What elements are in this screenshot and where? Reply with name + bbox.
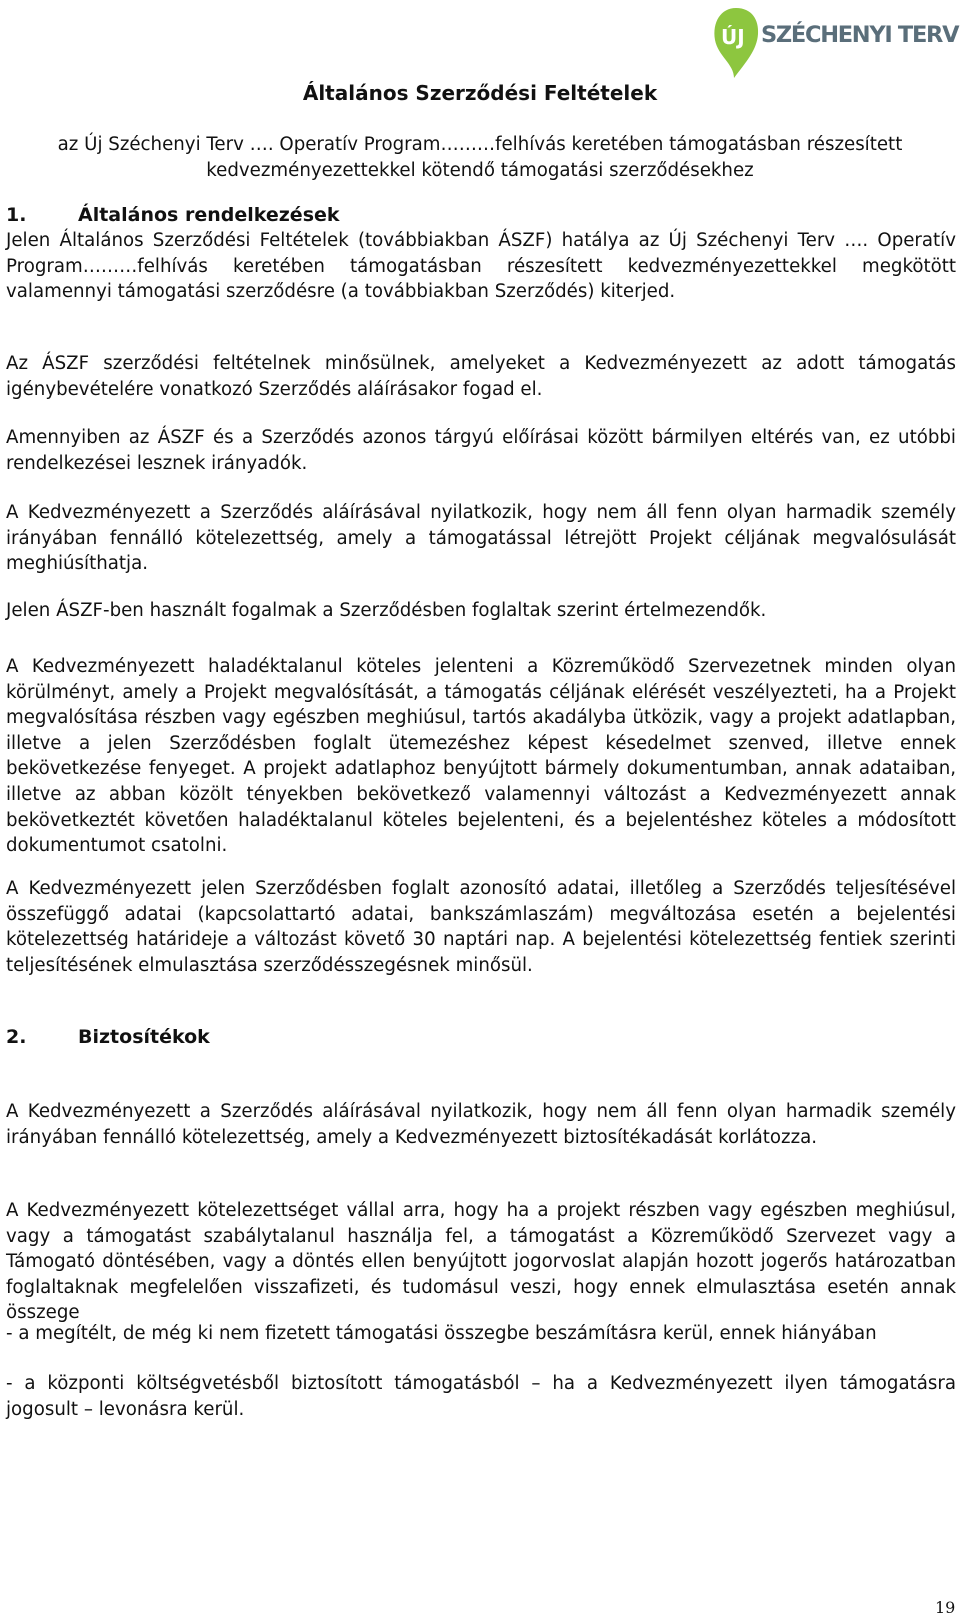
paragraph: A Kedvezményezett jelen Szerződésben foglalt azonosító adatai, illetőleg a Szerződés teljesítésével összefüggő adatai (kapcsolattartó adatai, bankszámlaszám) megváltozása esetén a bejelentési kötelezettség határideje a változást követő 30 naptári nap. A bejelentési kötelezettség fentiek szerinti teljesítésének elmulasztása szerződésszegésnek minősül.	[6, 878, 956, 976]
paragraph: Amennyiben az ÁSZF és a Szerződés azonos tárgyú előírásai között bármilyen eltérés van, ez utóbbi rendelkezései lesznek irányadók.	[6, 427, 956, 474]
section-number: 1.	[6, 204, 27, 226]
section-heading-1	[6, 202, 340, 228]
szechenyi-terv-logo	[712, 6, 959, 80]
list-item: - a megítélt, de még ki nem fizetett támogatási összegbe beszámításra kerül, ennek hiányában	[6, 1323, 877, 1344]
page-number: 19	[935, 1598, 956, 1617]
leaf-logo-icon	[712, 6, 760, 80]
section-title: Biztosítékok	[78, 1026, 210, 1048]
paragraph: Jelen ÁSZF-ben használt fogalmak a Szerződésben foglaltak szerint értelmezendők.	[6, 600, 767, 621]
paragraph: Az ÁSZF szerződési feltételnek minősülnek, amelyeket a Kedvezményezett az adott támogatás igénybevételére vonatkozó Szerződés aláírásakor fogad el.	[6, 353, 956, 400]
document-subtitle: az Új Széchenyi Terv …. Operatív Program………felhívás keretében támogatásban részesített kedvezményezettekkel kötendő támogatási szerződésekhez	[57, 134, 903, 181]
paragraph: Jelen Általános Szerződési Feltételek (továbbiakban ÁSZF) hatálya az Új Széchenyi Terv …. Operatív Program………felhívás keretében támogatásban részesített kedvezményezettekkel megkötött valamennyi támogatási szerződésre (a továbbiakban Szerződés) kiterjed.	[6, 230, 956, 303]
section-number: 2.	[6, 1026, 27, 1048]
logo-text: SZÉCHENYI TERV	[761, 22, 959, 48]
list-item: - a központi költségvetésből biztosított támogatásból – ha a Kedvezményezett ilyen támogatásra jogosult – levonásra kerül.	[6, 1373, 956, 1420]
paragraph: A Kedvezményezett a Szerződés aláírásával nyilatkozik, hogy nem áll fenn olyan harmadik személy irányában fennálló kötelezettség, amely a Kedvezményezett biztosítékadását korlátozza.	[6, 1101, 956, 1148]
section-heading-2	[6, 1024, 210, 1050]
svg-text:ÚJ: ÚJ	[721, 25, 745, 49]
section-title: Általános rendelkezések	[78, 204, 340, 226]
paragraph: A Kedvezményezett a Szerződés aláírásával nyilatkozik, hogy nem áll fenn olyan harmadik személy irányában fennálló kötelezettség, amely a támogatással létrejött Projekt céljának megvalósulását meghiúsíthatja.	[6, 502, 956, 575]
document-title: Általános Szerződési Feltételek	[302, 81, 658, 105]
paragraph: A Kedvezményezett haladéktalanul köteles jelenteni a Közreműködő Szervezetnek minden olyan körülményt, amely a Projekt megvalósítását, a támogatás céljának elérését veszélyezteti, ha a Projekt megvalósítása részben vagy egészben meghiúsul, tartós akadályba ütközik, vagy a projekt adatlapban, illetve a jelen Szerződésben foglalt ütemezéshez képest késedelmet szenved, illetve ennek bekövetkezése fenyeget. A projekt adatlaphoz benyújtott bármely dokumentumban, annak adataiban, illetve az abban közölt tényekben bekövetkező valamennyi változást a Kedvezményezett annak bekövetkeztét követően haladéktalanul köteles bejelenteni, és a bejelentéshez köteles a módosított dokumentumot csatolni.	[6, 656, 956, 857]
paragraph: A Kedvezményezett kötelezettséget vállal arra, hogy ha a projekt részben vagy egészben meghiúsul, vagy a támogatást szabálytalanul használja fel, a támogatást a Közreműködő Szervezet vagy a Támogató döntésében, vagy a döntés ellen benyújtott jogorvoslat alapján hozott jogerős határozatban foglaltaknak megfelelően visszafizeti, és tudomásul veszi, hogy ennek elmulasztása esetén annak összege	[6, 1200, 956, 1324]
